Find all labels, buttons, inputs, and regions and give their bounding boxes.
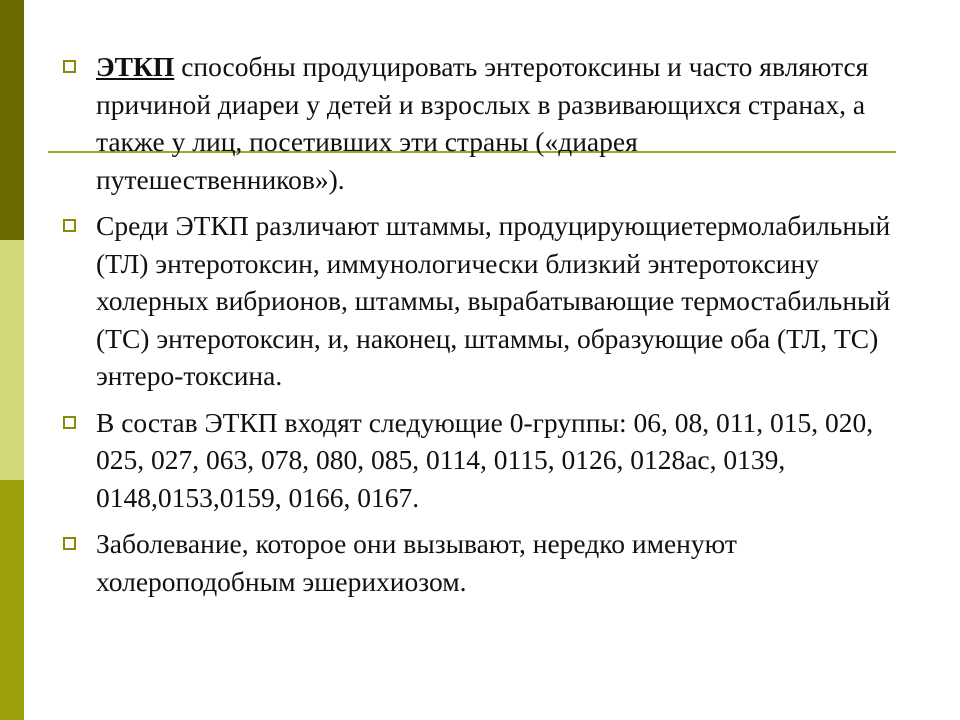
bullet-lead-term: ЭТКП (96, 51, 175, 82)
hollow-square-icon (63, 60, 76, 73)
bullet-text: Заболевание, которое они вызывают, нередко именуют холероподобным эшерихиозом. (96, 528, 737, 597)
hollow-square-icon (63, 537, 76, 550)
bullet-item-strain-types (62, 207, 892, 395)
bullet-item-disease-name (62, 525, 892, 600)
sidebar-segment-middle (0, 240, 24, 480)
hollow-square-icon (63, 219, 76, 232)
hollow-square-icon (63, 416, 76, 429)
bullet-text: В состав ЭТКП входят следующие 0-группы: 06, 08, 011, 015, 020, 025, 027, 063, 078, 080, 085, 0114, 0115, 0126, 0128ас, 0139, 0148,0153,0159, 0166, 0167. (96, 406, 874, 513)
bullet-item-o-groups (62, 404, 892, 517)
bullet-item-etkp-enterotoxins (62, 48, 892, 198)
sidebar-segment-top (0, 0, 24, 240)
sidebar-segment-bottom (0, 480, 24, 720)
bullet-list (62, 48, 892, 609)
bullet-text: Среди ЭТКП различают штаммы, продуцирующиетермолабильный (ТЛ) энтеротоксин, иммунологически близкий энтеротоксину холерных вибрионов, штаммы, вырабатывающие термостабильный (ТС) энтеротоксин, и, наконец, штаммы, образующие оба (ТЛ, ТС) энтеро-токсина. (96, 210, 891, 391)
bullet-text: способны продуцировать энтеротоксины и часто являются причиной диареи у детей и взрослых в развивающихся странах, а также у лиц, посетивших эти страны («диарея путешественников»). (96, 51, 869, 195)
